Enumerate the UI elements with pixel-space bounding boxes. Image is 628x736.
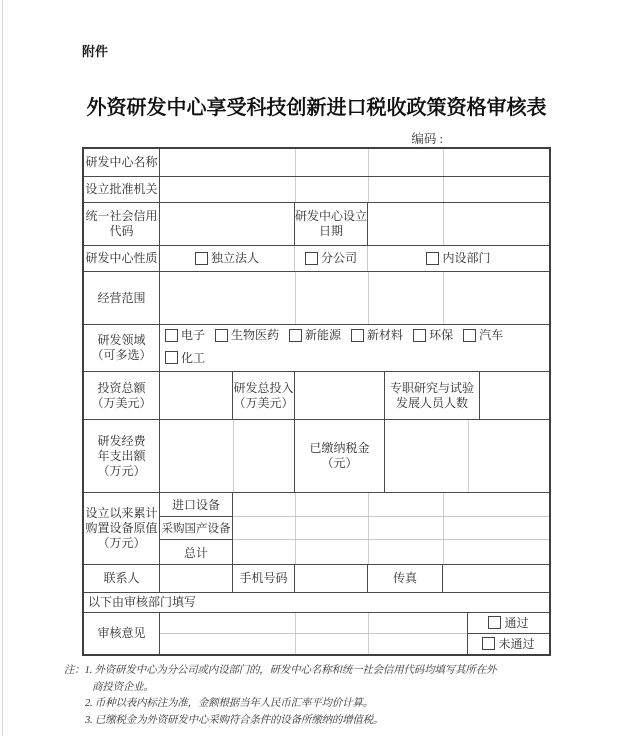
checkbox-icon [289,329,302,342]
business-scope-input-cell[interactable] [159,272,549,324]
checkbox-internal-department[interactable]: 内设部门 [426,251,490,266]
rd-staff-input-cell[interactable] [479,372,549,419]
domestic-equipment-input-cell[interactable] [233,517,549,541]
checkbox-icon [426,252,439,265]
rd-annual-expense-input-cell[interactable] [159,420,294,492]
credit-code-label: 统一社会信用 代码 [85,209,158,238]
contact-input-cell[interactable] [159,565,232,592]
checkbox-independent-legal-person[interactable]: 独立法人 [195,251,259,266]
approval-authority-label: 设立批准机关 [85,182,158,196]
checkbox-icon [463,329,476,342]
review-result-pass-cell [468,613,549,634]
checkbox-icon [165,329,178,342]
establish-date-label: 研发中心设立 日期 [294,203,367,245]
review-opinion-input-cell[interactable] [160,634,467,654]
row-center-name [84,149,549,176]
checkbox-environmental[interactable]: 环保 [413,325,453,345]
center-name-label: 研发中心名称 [85,155,158,169]
code-label: 编码 : [411,132,443,146]
checkbox-chemical[interactable]: 化工 [165,348,205,368]
document-page [82,44,551,656]
equipment-value-label: 设立以来累计 购置设备原值 （万元） [85,506,158,550]
review-result-options [467,613,549,654]
notes [64,663,496,729]
imported-equipment-label: 进口设备 [160,493,232,517]
checkbox-icon [305,252,318,265]
center-nature-label: 研发中心性质 [85,251,158,265]
nature-option-cell [367,246,549,271]
review-opinion-label: 审核意见 [97,626,146,640]
row-expense-tax [84,419,549,492]
checkbox-icon [215,329,228,342]
tax-paid-input-cell[interactable] [384,420,549,492]
rd-fields-options [159,325,549,371]
note-line: 2. 币种以表内标注为准，金额根据当年人民币汇率平均价计算。 [85,698,373,709]
row-group-review-opinion [84,612,549,654]
approval-authority-input-cell[interactable] [159,177,549,202]
checkbox-branch-company[interactable]: 分公司 [305,251,357,266]
rd-fields-label: 研发领域 （可多选） [91,333,152,362]
tax-paid-label: 已缴纳税金 （元） [294,420,384,492]
page-edge-line [2,0,3,736]
checkbox-special-equipment[interactable] [289,370,353,371]
checkbox-fail[interactable]: 未通过 [482,635,534,652]
checkbox-new-materials[interactable]: 新材料 [351,325,403,345]
checkbox-icon [413,329,426,342]
center-name-input-cell[interactable] [159,149,549,176]
rd-invest-label: 研发总投入 （万美元） [232,372,294,419]
contact-label: 联系人 [103,571,140,585]
credit-code-input-cell[interactable] [159,203,294,245]
review-opinion-input-cell[interactable] [160,613,467,634]
checkbox-biomedicine[interactable]: 生物医药 [215,325,279,345]
imported-equipment-input-cell[interactable] [233,493,549,517]
rd-invest-input-cell[interactable] [294,372,384,419]
row-business-scope [84,271,549,324]
fax-input-cell[interactable] [442,565,549,592]
checkbox-agriculture[interactable] [165,370,205,371]
invest-total-input-cell[interactable] [159,372,232,419]
note-line: 商投资企业。 [92,681,154,693]
row-credit-code [84,202,549,245]
form-table [82,147,551,656]
nature-option-cell [159,246,294,271]
checkbox-software-development[interactable] [215,370,279,371]
checkbox-automobile[interactable]: 汽车 [463,325,503,345]
row-approval-authority [84,176,549,202]
row-center-nature [84,245,549,271]
total-input-cell[interactable] [233,540,549,564]
form-title: 外资研发中心享受科技创新进口税收政策资格审核表 [86,97,547,119]
review-result-fail-cell [468,634,549,654]
checkbox-icon [482,637,495,650]
checkbox-new-energy[interactable]: 新能源 [289,325,341,345]
equipment-inputs [232,493,549,564]
invest-total-label: 投资总额 （万美元） [91,380,152,410]
checkbox-icon [195,252,208,265]
code-field [82,129,551,146]
mobile-label: 手机号码 [232,565,294,592]
note-line: 注：1. 外资研发中心为分公司或内设部门的，研发中心名称和统一社会信用代码均填写其所在外 [64,665,497,676]
row-group-equipment [84,492,549,564]
rd-options-line2 [165,370,519,371]
rd-annual-expense-label: 研发经费 年支出额 （万元） [97,433,146,478]
checkbox-icon [165,351,178,364]
row-review-section [84,592,549,612]
checkbox-icon [351,329,364,342]
row-contact [84,564,549,592]
row-rd-fields [84,324,549,371]
row-investment [84,371,549,419]
nature-option-cell [294,246,367,271]
checkbox-icon [488,616,501,629]
attachment-label: 附件 [82,44,109,59]
checkbox-electronics[interactable]: 电子 [165,325,205,345]
total-label: 总计 [183,545,208,560]
domestic-equipment-label: 采购国产设备 [160,517,232,541]
rd-staff-label: 专职研究与试验 发展人员人数 [384,372,479,419]
fax-label: 传真 [367,565,442,592]
rd-options-line1 [165,325,549,370]
checkbox-pass[interactable]: 通过 [488,614,528,631]
business-scope-label: 经营范围 [97,290,146,305]
establish-date-input-cell[interactable] [367,203,549,245]
review-opinion-input [159,613,467,654]
checkbox-light-industry[interactable] [363,370,403,371]
review-section-label: 以下由审核部门填写 [88,595,197,609]
mobile-input-cell[interactable] [294,565,367,592]
checkbox-other[interactable] [413,370,519,371]
note-line: 3. 已缴税金为外资研发中心采购符合条件的设备所缴纳的增值税。 [85,714,384,726]
equipment-sublabels [159,493,232,564]
